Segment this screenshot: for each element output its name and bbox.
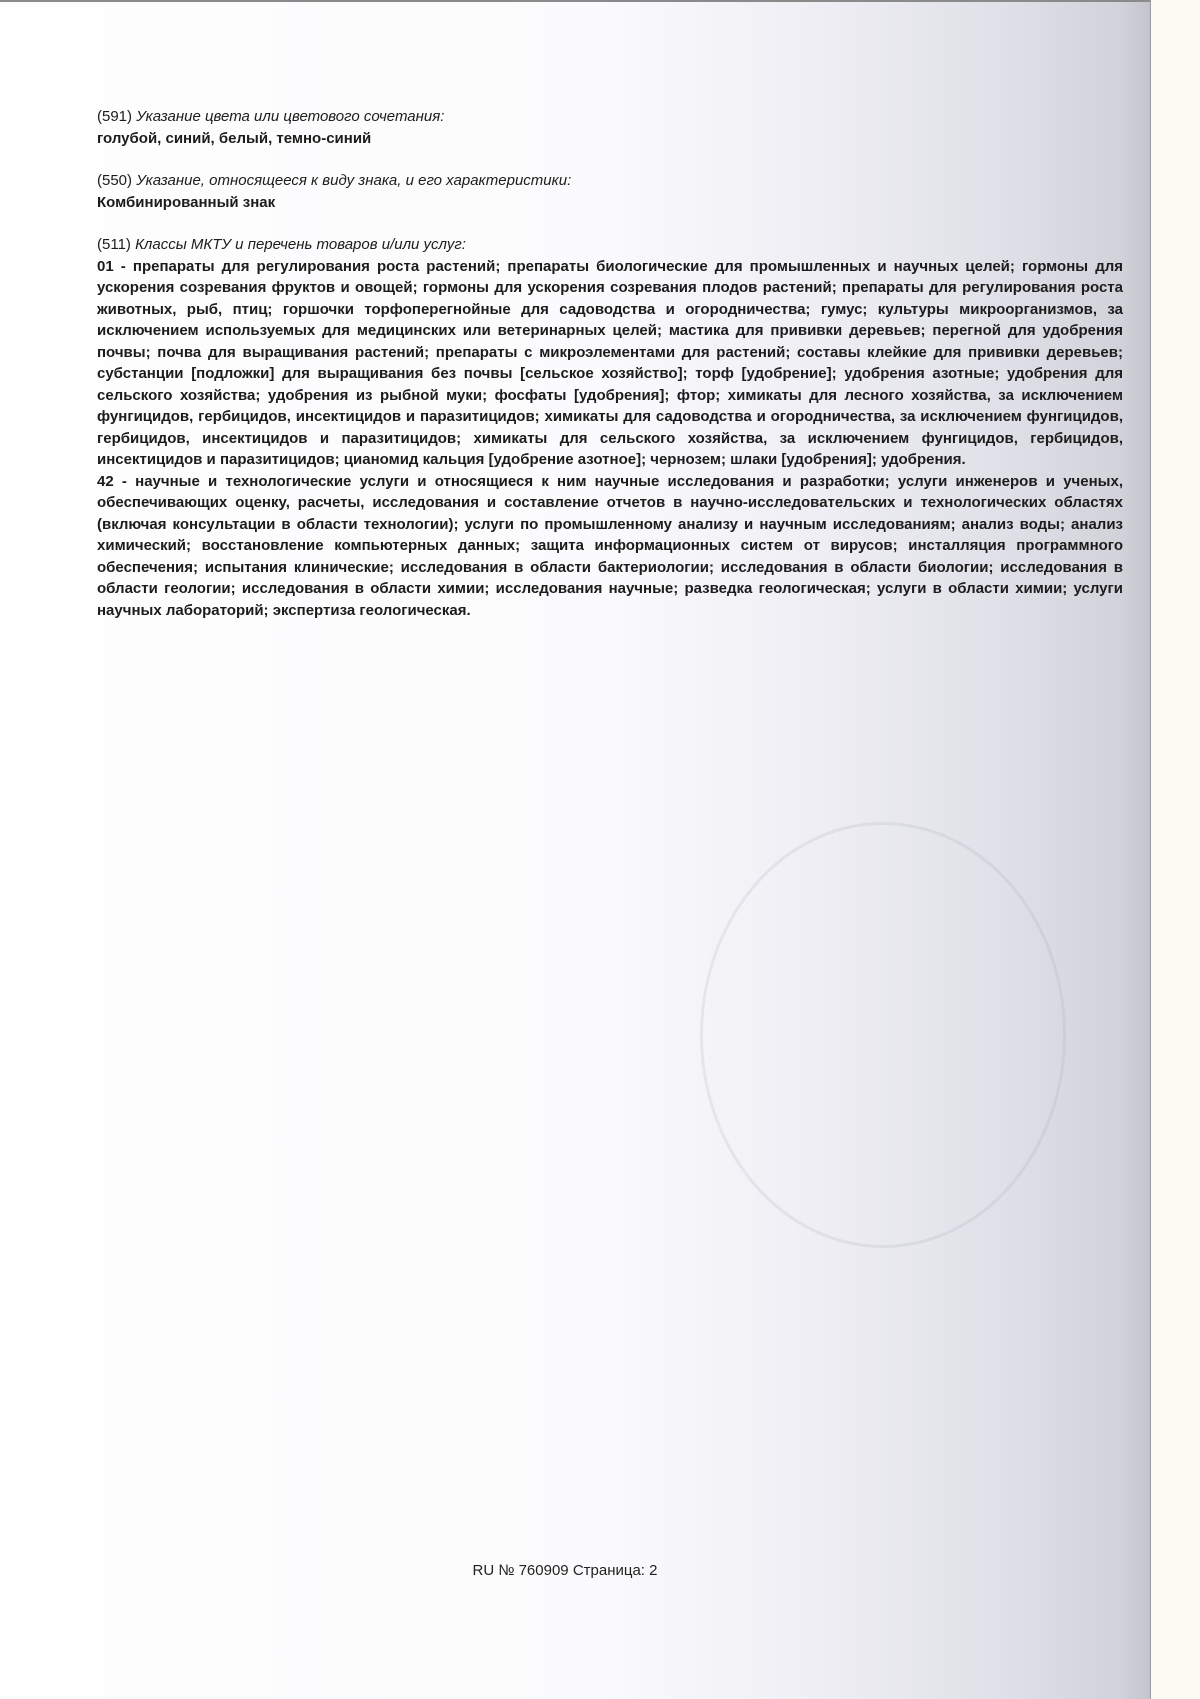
section-511-classes [97, 234, 1123, 621]
color-value: голубой, синий, белый, темно-синий [97, 129, 372, 147]
section-591-color [97, 106, 1123, 149]
page-footer [0, 1562, 1150, 1579]
registration-page-number: RU № 760909 Страница: 2 [472, 1562, 658, 1579]
class-01-goods [97, 256, 1123, 471]
class-items: научные и технологические услуги и относящиеся к ним научные исследования и разработки; услуги инженеров и ученых, обеспечивающих оценку, расчеты, исследования и составление отчетов в научно-исследовательских и технологических областях (включая консультации в области технологии); услуги по промышленному анализу и научным исследованиям; анализ воды; анализ химический; восстановление компьютерных данных; защита информационных систем от вирусов; инсталляция программного обеспечения; испытания клинические; исследования в области бактериологии; исследования в области биологии; исследования в области геологии; исследования в области химии; исследования научные; разведка геологическая; услуги в области химии; услуги научных лабораторий; экспертиза геологическая. [97, 472, 1123, 619]
scanner-margin [1150, 0, 1200, 1699]
field-label [97, 170, 1123, 192]
field-code: (591) [97, 108, 133, 125]
class-items: препараты для регулирования роста растений; препараты биологические для промышленных и научных целей; гормоны для ускорения созревания фруктов и овощей; гормоны для ускорения созревания плодов растений; препараты для регулирования роста животных, рыб, птиц; горшочки торфоперегнойные для садоводства и огородничества; гумус; культуры микроорганизмов, за исключением используемых для медицинских или ветеринарных целей; мастика для прививки деревьев; перегной для удобрения почвы; почва для выращивания растений; препараты с микроэлементами для растений; составы клейкие для прививки деревьев; субстанции [подложки] для выращивания без почвы [сельское хозяйство]; торф [удобрение]; удобрения азотные; удобрения для сельского хозяйства; удобрения из рыбной муки; фосфаты [удобрения]; фтор; химикаты для лесного хозяйства, за исключением фунгицидов, гербицидов, инсектицидов и паразитицидов; химикаты для садоводства и огородничества, за исключением фунгицидов, гербицидов, инсектицидов и паразитицидов; химикаты для сельского хозяйства, за исключением фунгицидов, гербицидов, инсектицидов и паразитицидов; цианомид кальция [удобрение азотное]; чернозем; шлаки [удобрения]; удобрения. [97, 257, 1123, 468]
field-label [97, 106, 1123, 128]
field-code: (511) [97, 236, 131, 253]
document-body [97, 106, 1123, 642]
mark-type-value: Комбинированный знак [97, 193, 276, 211]
field-title: Указание, относящееся к виду знака, и его характеристики: [136, 172, 572, 189]
field-title: Классы МКТУ и перечень товаров и/или услуг: [135, 236, 466, 253]
field-label [97, 234, 1123, 256]
class-separator: - [113, 257, 133, 275]
class-number: 42 [97, 472, 114, 490]
field-title: Указание цвета или цветового сочетания: [136, 108, 445, 125]
class-separator: - [113, 472, 136, 490]
class-42-services [97, 471, 1123, 622]
bleed-through-stamp [700, 822, 1066, 1248]
section-550-mark-type [97, 170, 1123, 213]
field-code: (550) [97, 172, 133, 189]
class-number: 01 [97, 257, 114, 275]
